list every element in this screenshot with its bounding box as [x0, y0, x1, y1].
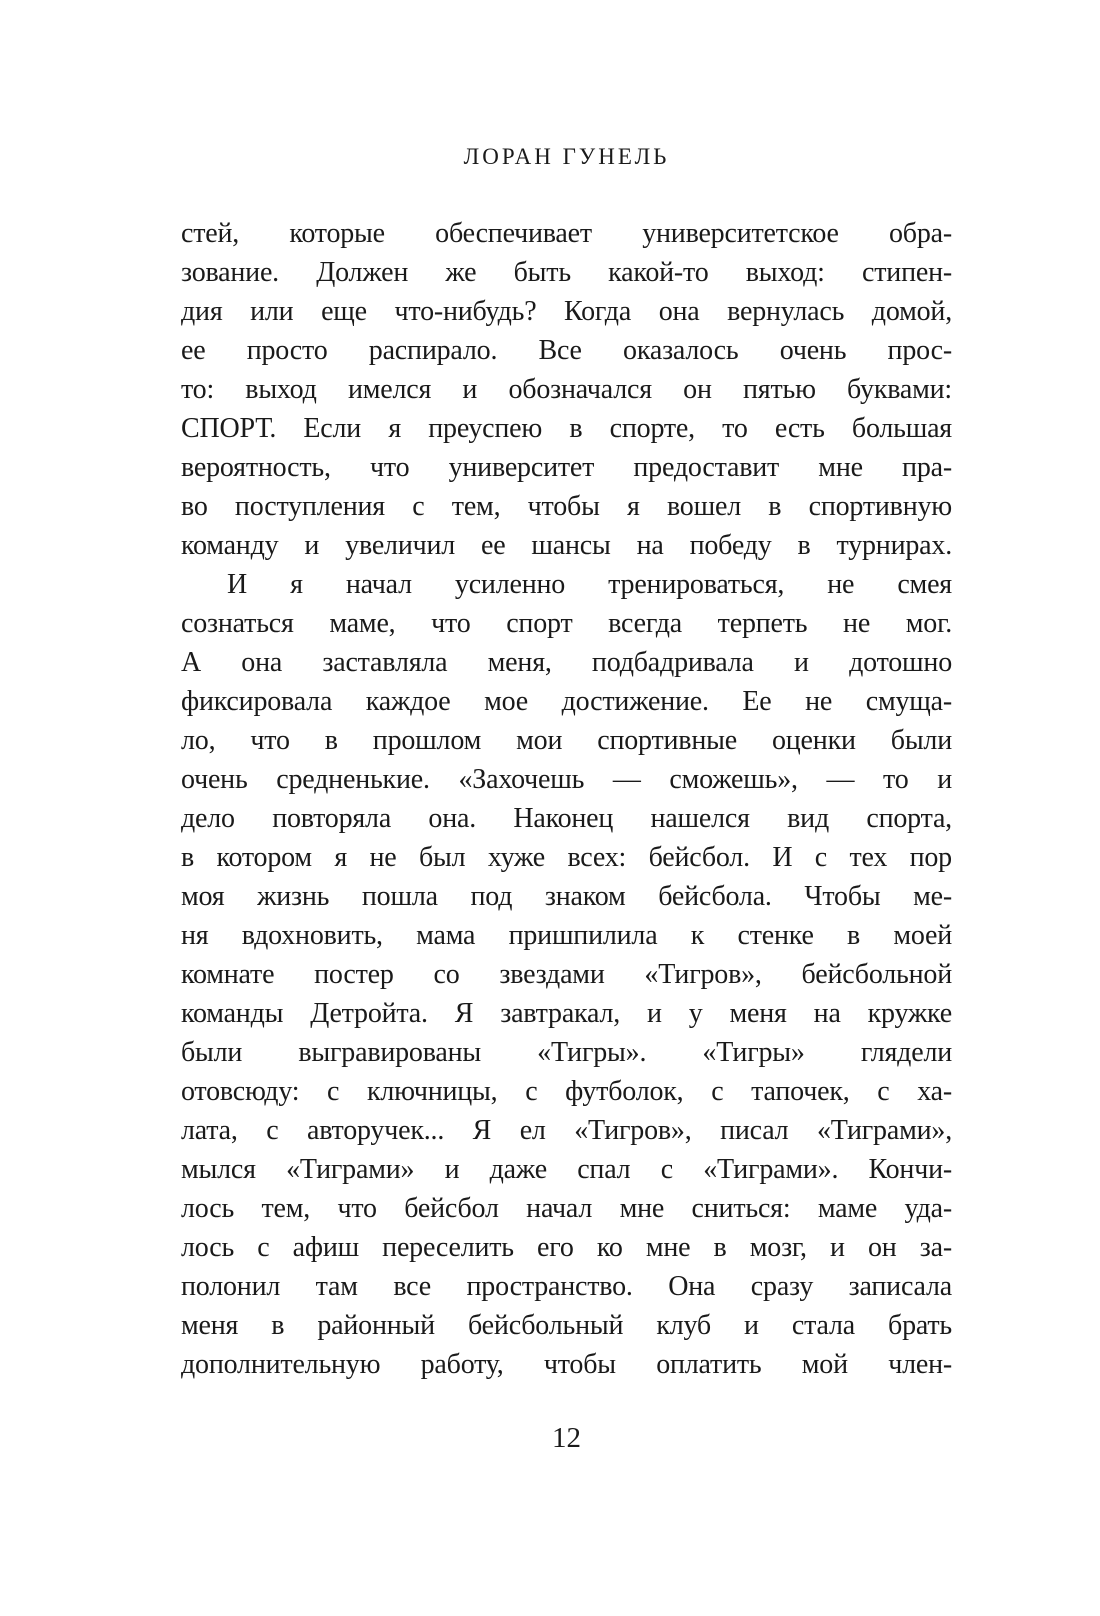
text-line: дело повторяла она. Наконец нашелся вид спорта, — [181, 803, 952, 834]
text-line: в котором я не был хуже всех: бейсбол. И с тех пор — [181, 842, 952, 873]
text-block — [181, 214, 952, 1384]
text-line: дополнительную работу, чтобы оплатить мой член- — [181, 1349, 952, 1380]
running-header: ЛОРАН ГУНЕЛЬ — [463, 144, 670, 169]
text-line: дия или еще что-нибудь? Когда она вернулась домой, — [181, 296, 952, 327]
text-line: были выгравированы «Тигры». «Тигры» глядели — [181, 1037, 952, 1068]
text-line: фиксировала каждое мое достижение. Ее не смуща- — [181, 686, 952, 717]
text-line: команды Детройта. Я завтракал, и у меня на кружке — [181, 998, 952, 1029]
text-line: очень средненькие. «Захочешь — сможешь», — то и — [181, 764, 952, 795]
text-line: ло, что в прошлом мои спортивные оценки были — [181, 725, 952, 756]
paragraph-1 — [181, 214, 952, 565]
page-number: 12 — [552, 1422, 581, 1454]
text-line: лата, с авторучек... Я ел «Тигров», писал «Тиграми», — [181, 1115, 952, 1146]
text-line: мылся «Тиграми» и даже спал с «Тиграми». Кончи- — [181, 1154, 952, 1185]
text-line: А она заставляла меня, подбадривала и дотошно — [181, 647, 952, 678]
text-line: команду и увеличил ее шансы на победу в турнирах. — [181, 530, 952, 561]
text-line: меня в районный бейсбольный клуб и стала брать — [181, 1310, 952, 1341]
text-line: ее просто распирало. Все оказалось очень прос- — [181, 335, 952, 366]
text-line: СПОРТ. Если я преуспею в спорте, то есть большая — [181, 413, 952, 444]
text-line: вероятность, что университет предоставит мне пра- — [181, 452, 952, 483]
text-line: во поступления с тем, чтобы я вошел в спортивную — [181, 491, 952, 522]
text-line: сознаться маме, что спорт всегда терпеть не мог. — [181, 608, 952, 639]
text-line: то: выход имелся и обозначался он пятью буквами: — [181, 374, 952, 405]
text-line: И я начал усиленно тренироваться, не смея — [227, 569, 952, 600]
text-line: лось тем, что бейсбол начал мне сниться: маме уда- — [181, 1193, 952, 1224]
text-line: моя жизнь пошла под знаком бейсбола. Чтобы ме- — [181, 881, 952, 912]
text-line: лось с афиш переселить его ко мне в мозг, и он за- — [181, 1232, 952, 1263]
text-line: стей, которые обеспечивает университетское обра- — [181, 218, 952, 249]
text-line: отовсюду: с ключницы, с футболок, с тапочек, с ха- — [181, 1076, 952, 1107]
text-line: комнате постер со звездами «Тигров», бейсбольной — [181, 959, 952, 990]
text-line: ня вдохновить, мама пришпилила к стенке в моей — [181, 920, 952, 951]
text-line: зование. Должен же быть какой-то выход: стипен- — [181, 257, 952, 288]
paragraph-2 — [181, 565, 952, 1384]
text-line: полонил там все пространство. Она сразу записала — [181, 1271, 952, 1302]
